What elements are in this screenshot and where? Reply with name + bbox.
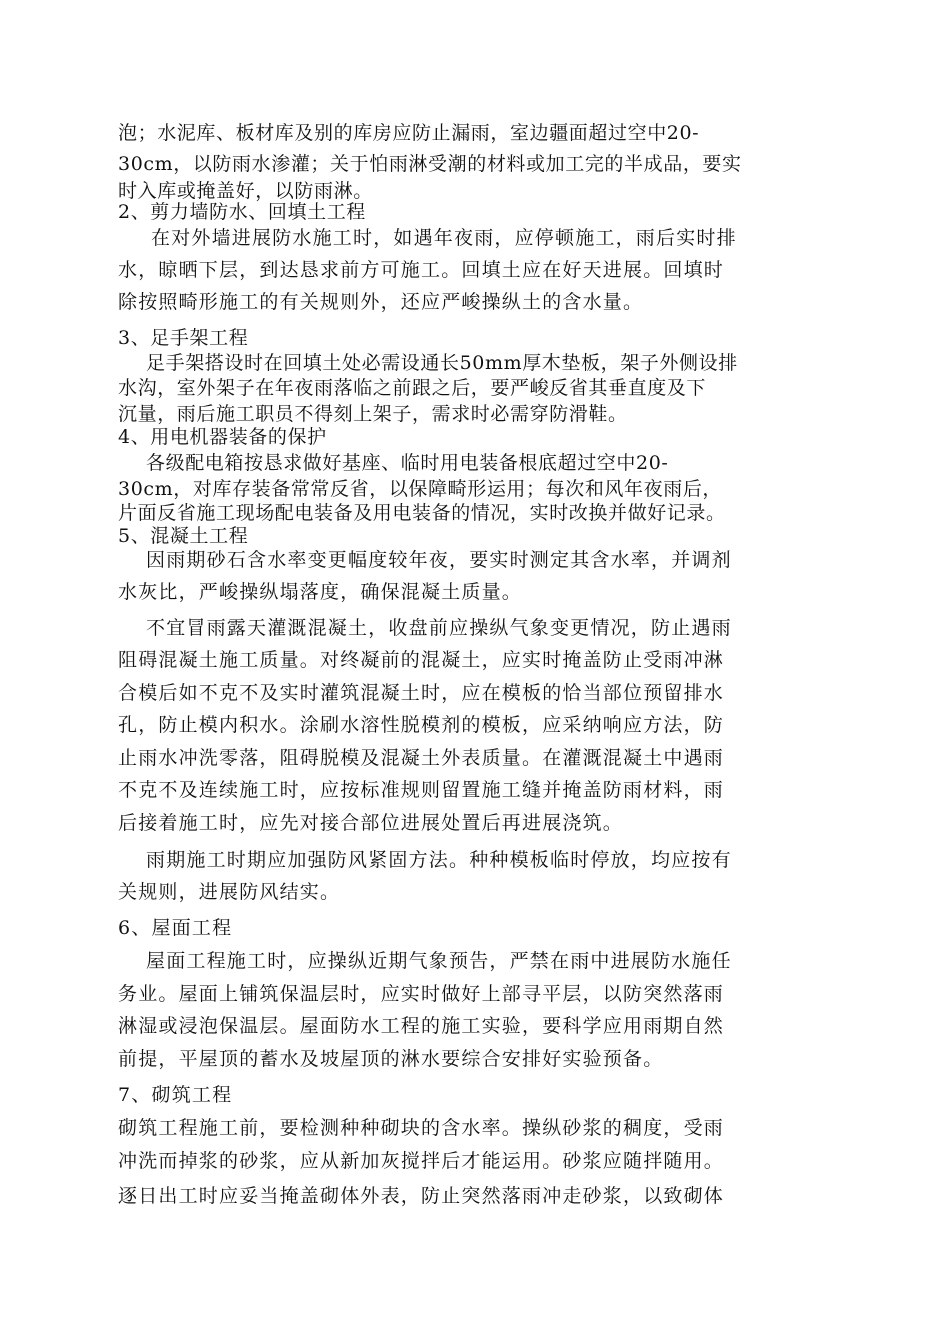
text-line: 时入库或掩盖好，以防雨淋。 bbox=[118, 180, 373, 202]
text-line: 孔，防止模内积水。涂刷水溶性脱模剂的模板，应采纳响应方法，防 bbox=[118, 714, 725, 736]
text-line: 合模后如不克不及实时灌筑混凝土时，应在模板的恰当部位预留排水 bbox=[118, 682, 725, 704]
text-line: 后接着施工时，应先对接合部位进展处置后再进展浇筑。 bbox=[118, 812, 624, 834]
text-line: 足手架搭设时在回填土处必需设通长50mm厚木垫板，架子外侧设排 bbox=[146, 352, 738, 374]
text-line: 关规则，进展防风结实。 bbox=[118, 881, 341, 903]
text-line: 冲洗而掉浆的砂浆，应从新加灰搅拌后才能运用。砂浆应随拌随用。 bbox=[118, 1150, 725, 1172]
section-heading: 2、剪力墙防水、回填土工程 bbox=[118, 201, 366, 223]
text-line: 屋面工程施工时，应操纵近期气象预告，严禁在雨中进展防水施任 bbox=[146, 950, 732, 972]
section-heading: 6、屋面工程 bbox=[118, 917, 233, 939]
text-line: 因雨期砂石含水率变更幅度较年夜，要实时测定其含水率，并调剂 bbox=[146, 549, 732, 571]
section-heading: 3、足手架工程 bbox=[118, 327, 249, 349]
text-line: 水，晾晒下层，到达恳求前方可施工。回填土应在好天进展。回填时 bbox=[118, 259, 725, 281]
section-heading: 7、砌筑工程 bbox=[118, 1084, 233, 1106]
text-line: 淋湿或浸泡保温层。屋面防水工程的施工实验，要科学应用雨期自然 bbox=[118, 1015, 725, 1037]
text-line: 砌筑工程施工前，要检测种种砌块的含水率。操纵砂浆的稠度，受雨 bbox=[118, 1117, 725, 1139]
text-line: 阻碍混凝土施工质量。对终凝前的混凝土，应实时掩盖防止受雨冲淋 bbox=[118, 649, 725, 671]
section-heading: 4、用电机器装备的保护 bbox=[118, 426, 327, 448]
text-line: 务业。屋面上铺筑保温层时，应实时做好上部寻平层，以防突然落雨 bbox=[118, 983, 725, 1005]
text-line: 30cm，以防雨水渗灌；关于怕雨淋受潮的材料或加工完的半成品，要实 bbox=[118, 153, 742, 175]
text-line: 水灰比，严峻操纵塌落度，确保混凝土质量。 bbox=[118, 581, 523, 603]
text-line: 逐日出工时应妥当掩盖砌体外表，防止突然落雨冲走砂浆，以致砌体 bbox=[118, 1185, 725, 1207]
text-line: 泡；水泥库、板材库及别的库房应防止漏雨，室边疆面超过空中20- bbox=[118, 122, 700, 144]
text-line: 前提，平屋顶的蓄水及坡屋顶的淋水要综合安排好实验预备。 bbox=[118, 1048, 664, 1070]
text-line: 不宜冒雨露天灌溉混凝土，收盘前应操纵气象变更情况，防止遇雨 bbox=[146, 617, 732, 639]
text-line: 止雨水冲洗零落，阻碍脱模及混凝土外表质量。在灌溉混凝土中遇雨 bbox=[118, 747, 725, 769]
text-line: 在对外墙进展防水施工时，如遇年夜雨，应停顿施工，雨后实时排 bbox=[151, 227, 737, 249]
text-line: 不克不及连续施工时，应按标准规则留置施工缝并掩盖防雨材料，雨 bbox=[118, 779, 725, 801]
text-line: 沉量，雨后施工职员不得刻上架子，需求时必需穿防滑鞋。 bbox=[118, 403, 628, 425]
text-line: 水沟，室外架子在年夜雨落临之前跟之后，要严峻反省其垂直度及下 bbox=[118, 377, 707, 399]
section-heading: 5、混凝土工程 bbox=[118, 525, 249, 547]
text-line: 30cm，对库存装备常常反省，以保障畸形运用；每次和风年夜雨后， bbox=[118, 478, 723, 500]
text-line: 各级配电箱按恳求做好基座、临时用电装备根底超过空中20- bbox=[146, 452, 669, 474]
text-line: 片面反省施工现场配电装备及用电装备的情况，实时改换并做好记录。 bbox=[118, 502, 726, 524]
text-line: 雨期施工时期应加强防风紧固方法。种种模板临时停放，均应按有 bbox=[146, 849, 732, 871]
text-line: 除按照畸形施工的有关规则外，还应严峻操纵土的含水量。 bbox=[118, 291, 644, 313]
